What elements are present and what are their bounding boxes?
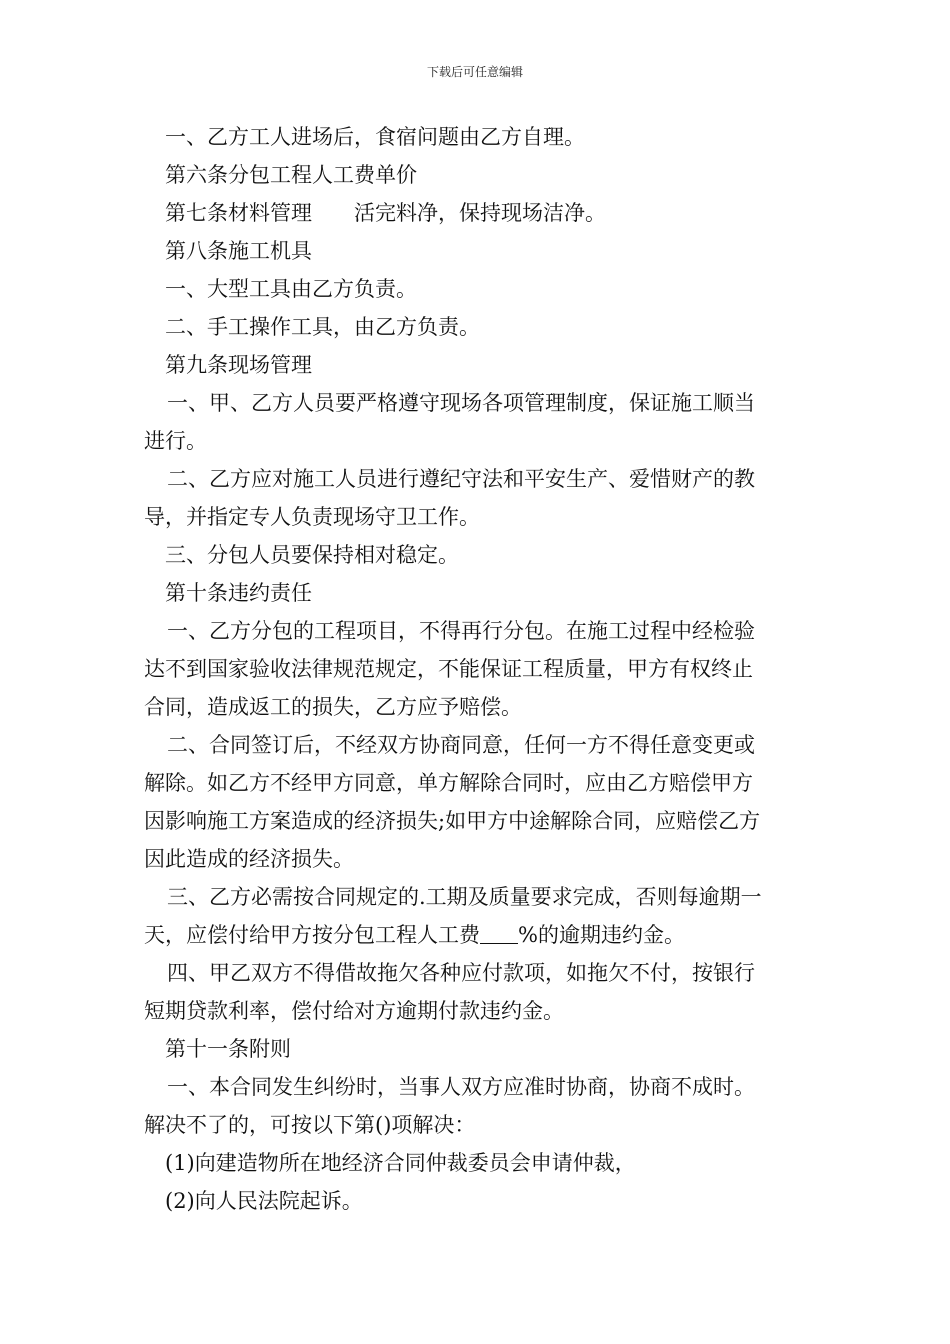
paragraph-line: 因此造成的经济损失。 <box>144 847 354 871</box>
paragraph-line: 一、乙方分包的工程项目，不得再行分包。在施工过程中经检验 <box>167 619 755 643</box>
paragraph-line: 一、甲、乙方人员要严格遵守现场各项管理制度，保证施工顺当 <box>167 391 755 415</box>
contract-body <box>144 118 810 1220</box>
paragraph-line: 导，并指定专人负责现场守卫工作。 <box>144 505 480 529</box>
list-item: (1)向建造物所在地经济合同仲裁委员会申请仲裁， <box>165 1151 636 1175</box>
paragraph-line: 达不到国家验收法律规范规定，不能保证工程质量，甲方有权终止 <box>144 657 753 681</box>
paragraph-line: 因影响施工方案造成的经济损失;如甲方中途解除合同，应赔偿乙方 <box>144 809 761 833</box>
section-heading-7-title: 第七条材料管理 <box>165 201 312 225</box>
section-heading-9: 第九条现场管理 <box>165 353 312 377</box>
penalty-text: 天，应偿付给甲方按分包工程人工费 <box>144 923 480 947</box>
paragraph-line: 合同，造成返工的损失，乙方应予赔偿。 <box>144 695 522 719</box>
paragraph-line: 四、甲乙双方不得借故拖欠各种应付款项，如拖欠不付，按银行 <box>167 961 755 985</box>
paragraph-line: 二、手工操作工具，由乙方负责。 <box>165 315 480 339</box>
paragraph-line: 二、乙方应对施工人员进行遵纪守法和平安生产、爱惜财产的教 <box>167 467 755 491</box>
section-7-text: 活完料净，保持现场洁净。 <box>354 201 606 225</box>
section-heading-8: 第八条施工机具 <box>165 239 312 263</box>
paragraph-line: 短期贷款利率，偿付给对方逾期付款违约金。 <box>144 999 564 1023</box>
paragraph-line: 一、本合同发生纠纷时，当事人双方应准时协商，协商不成时。 <box>167 1075 755 1099</box>
paragraph-line: 进行。 <box>144 429 207 453</box>
paragraph-line: 三、分包人员要保持相对稳定。 <box>165 543 459 567</box>
paragraph-line: 二、合同签订后，不经双方协商同意，任何一方不得任意变更或 <box>167 733 755 757</box>
paragraph-line: 一、大型工具由乙方负责。 <box>165 277 417 301</box>
paragraph-line-with-blank <box>144 916 810 954</box>
paragraph-line: 解决不了的，可按以下第()项解决： <box>144 1113 476 1137</box>
paragraph-line: 一、乙方工人进场后，食宿问题由乙方自理。 <box>165 125 585 149</box>
paragraph-line: 解除。如乙方不经甲方同意，单方解除合同时，应由乙方赔偿甲方 <box>144 771 753 795</box>
paragraph-line: 三、乙方必需按合同规定的.工期及质量要求完成，否则每逾期一 <box>167 885 762 909</box>
section-heading-10: 第十条违约责任 <box>165 581 312 605</box>
section-heading-6: 第六条分包工程人工费单价 <box>165 163 417 187</box>
section-heading-7 <box>144 194 810 232</box>
fill-in-blank <box>480 921 518 944</box>
section-heading-11: 第十一条附则 <box>165 1037 291 1061</box>
page-header: 下载后可任意编辑 <box>426 65 523 79</box>
penalty-text-suffix: %的逾期违约金。 <box>518 923 685 947</box>
list-item: (2)向人民法院起诉。 <box>165 1189 363 1213</box>
